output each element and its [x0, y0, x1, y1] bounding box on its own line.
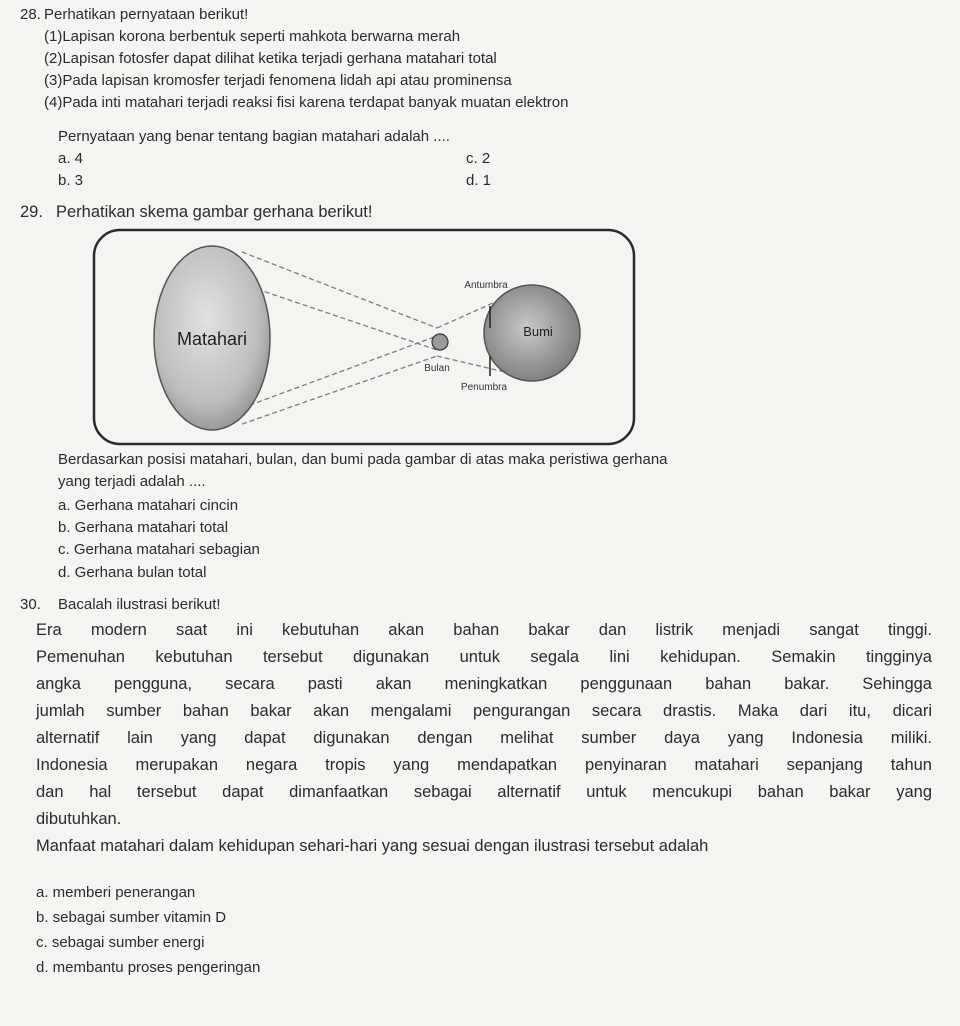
q29-question-line-2: yang terjadi adalah .... — [58, 473, 206, 490]
q29-question-line-1: Berdasarkan posisi matahari, bulan, dan bumi pada gambar di atas maka peristiwa gerhana — [58, 451, 668, 468]
q28-number: 28. — [20, 6, 41, 23]
q30-paragraph-line-3: angka pengguna, secara pasti akan meningkatkan penggunaan bahan bakar. Sehingga — [36, 675, 932, 693]
q30-question: Manfaat matahari dalam kehidupan sehari-hari yang sesuai dengan ilustrasi tersebut adalah — [36, 837, 709, 855]
q28-statement-4: (4)Pada inti matahari terjadi reaksi fisi karena terdapat banyak muatan elektron — [44, 94, 569, 111]
sun-label: Matahari — [176, 329, 248, 349]
q28-statement-3: (3)Pada lapisan kromosfer terjadi fenomena lidah api atau prominensa — [44, 72, 512, 89]
q30-option-a[interactable]: a. memberi penerangan — [36, 884, 196, 901]
antumbra-label: Antumbra — [464, 280, 508, 291]
q30-paragraph-line-4: jumlah sumber bahan bakar akan mengalami pengurangan secara drastis. Maka dari itu, dicari — [36, 702, 932, 720]
q28-option-c[interactable]: c. 2 — [466, 150, 491, 167]
q28-option-b[interactable]: b. 3 — [58, 172, 84, 189]
q29-option-b[interactable]: b. Gerhana matahari total — [58, 519, 229, 536]
q28-option-a[interactable]: a. 4 — [58, 150, 84, 167]
q29-option-a[interactable]: a. Gerhana matahari cincin — [58, 497, 239, 514]
light-rays — [242, 252, 522, 424]
q28-statement-2: (2)Lapisan fotosfer dapat dilihat ketika terjadi gerhana matahari total — [44, 50, 497, 67]
eclipse-diagram — [92, 228, 636, 446]
q28-statement-1: (1)Lapisan korona berbentuk seperti mahkota berwarna merah — [44, 28, 461, 45]
q30-paragraph-line-2: Pemenuhan kebutuhan tersebut digunakan untuk segala lini kehidupan. Semakin tingginya — [36, 648, 932, 666]
moon-label: Bulan — [424, 363, 450, 374]
q29-option-c[interactable]: c. Gerhana matahari sebagian — [58, 541, 260, 558]
earth-label: Bumi — [523, 324, 553, 339]
q28-title: Perhatikan pernyataan berikut! — [44, 6, 249, 23]
q29-title: Perhatikan skema gambar gerhana berikut! — [56, 203, 373, 221]
q30-option-c[interactable]: c. sebagai sumber energi — [36, 934, 205, 951]
q30-paragraph-line-8: dibutuhkan. — [36, 810, 122, 828]
penumbra-label: Penumbra — [460, 382, 508, 393]
q28-option-d[interactable]: d. 1 — [466, 172, 492, 189]
q30-paragraph-line-7: dan hal tersebut dapat dimanfaatkan sebagai alternatif untuk mencukupi bahan bakar yang — [36, 783, 932, 801]
q30-number: 30. — [20, 596, 41, 613]
q30-option-b[interactable]: b. sebagai sumber vitamin D — [36, 909, 227, 926]
moon — [432, 334, 448, 350]
q28-question: Pernyataan yang benar tentang bagian matahari adalah .... — [58, 128, 450, 145]
q30-paragraph-line-6: Indonesia merupakan negara tropis yang mendapatkan penyinaran matahari sepanjang tahun — [36, 756, 932, 774]
q30-paragraph-line-1: Era modern saat ini kebutuhan akan bahan bakar dan listrik menjadi sangat tinggi. — [36, 621, 932, 639]
q29-option-d[interactable]: d. Gerhana bulan total — [58, 564, 207, 581]
q30-paragraph-line-5: alternatif lain yang dapat digunakan dengan melihat sumber daya yang Indonesia miliki. — [36, 729, 932, 747]
q29-number: 29. — [20, 203, 43, 221]
q30-option-d[interactable]: d. membantu proses pengeringan — [36, 959, 261, 976]
q30-title: Bacalah ilustrasi berikut! — [58, 596, 221, 613]
